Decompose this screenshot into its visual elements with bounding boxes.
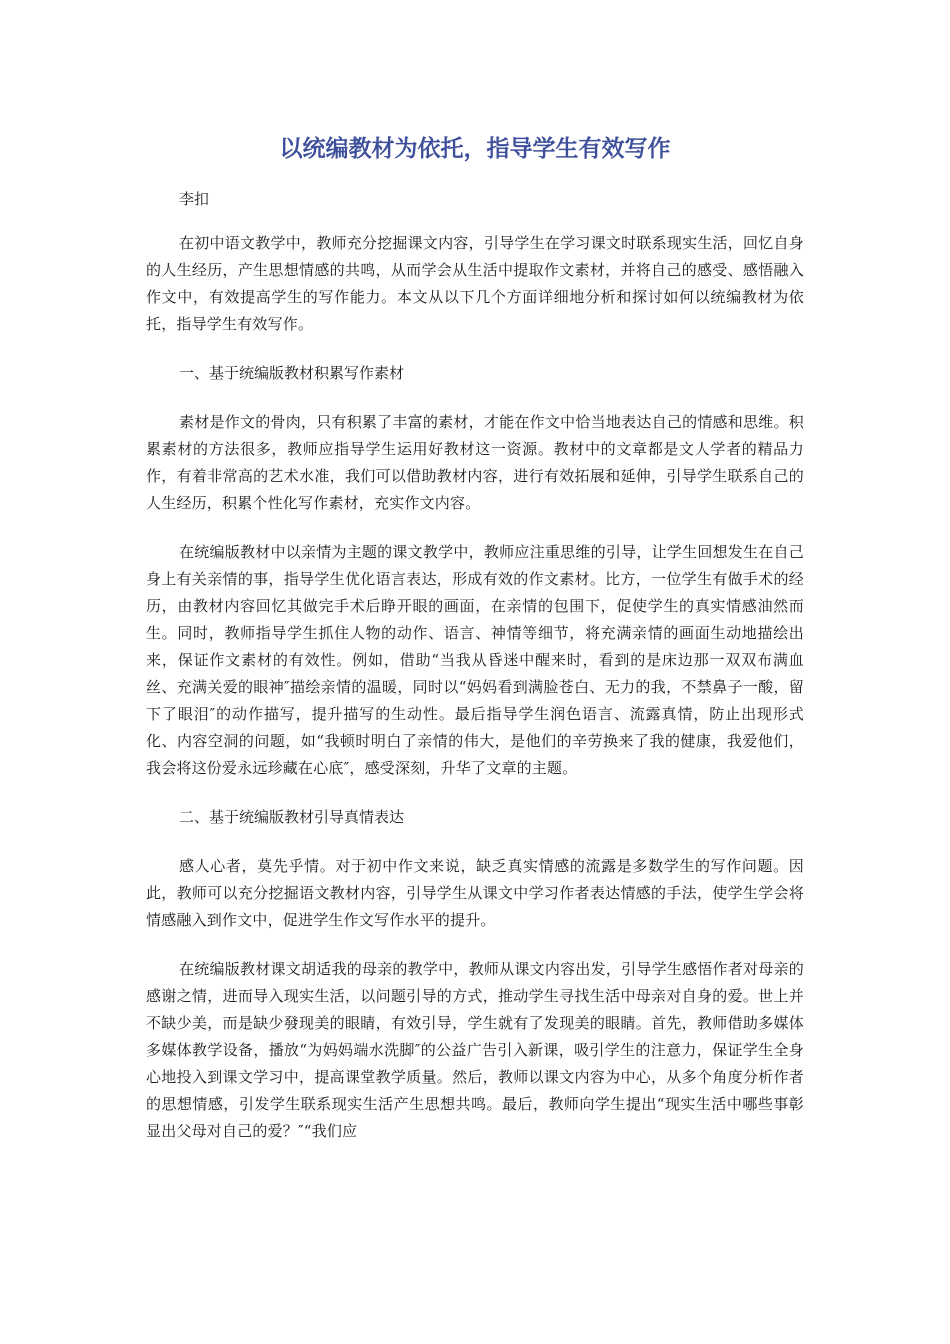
article-body xyxy=(146,230,804,1167)
paragraph-materials: 素材是作文的骨肉，只有积累了丰富的素材，才能在作文中恰当地表达自己的情感和思维。积累素材的方法很多，教师应指导学生运用好教材这一资源。教材中的文章都是文人学者的精品力作，有着非常高的艺术水准，我们可以借助教材内容，进行有效拓展和延伸，引导学生联系自己的人生经历，积累个性化写作素材，充实作文内容。 xyxy=(146,413,804,512)
paragraph-my-mother: 在统编版教材课文胡适我的母亲的教学中，教师从课文内容出发，引导学生感悟作者对母亲的感谢之情，进而导入现实生活，以问题引导的方式，推动学生寻找生活中母亲对自身的爱。世上并不缺少美，而是缺少發现美的眼睛，有效引导，学生就有了发现美的眼睛。首先，教师借助多媒体多媒体教学设备，播放“为妈妈端水洗脚″的公益广告引入新课，吸引学生的注意力，保证学生全身心地投入到课文学习中，提高课堂教学质量。然后，教师以课文内容为中心，从多个角度分析作者的思想情感，引发学生联系现实生活产生思想共鸣。最后，教师向学生提出“现实生活中哪些事彰显出父母对自己的爱？″“我们应 xyxy=(146,960,804,1140)
section-heading-1: 一、基于统编版教材积累写作素材 xyxy=(179,364,405,382)
author-name: 李扣 xyxy=(179,190,210,208)
document-title: 以统编教材为依托，指导学生有效写作 xyxy=(279,136,671,162)
section-heading-2: 二、基于统编版教材引导真情表达 xyxy=(179,808,405,826)
paragraph-true-emotion: 感人心者，莫先乎情。对于初中作文来说，缺乏真实情感的流露是多数学生的写作问题。因此，教师可以充分挖掘语文教材内容，引导学生从课文中学习作者表达情感的手法，使学生学会将情感融入到作文中，促进学生作文写作水平的提升。 xyxy=(146,857,804,929)
paragraph-family-theme: 在统编版教材中以亲情为主题的课文教学中，教师应注重思维的引导，让学生回想发生在自己身上有关亲情的事，指导学生优化语言表达，形成有效的作文素材。比方，一位学生有做手术的经历，由教材内容回忆其做完手术后睁开眼的画面，在亲情的包围下，促使学生的真实情感油然而生。同时，教师指导学生抓住人物的动作、语言、神情等细节，将充满亲情的画面生动地描绘出来，保证作文素材的有效性。例如，借助“当我从昏迷中醒来时，看到的是床边那一双双布满血丝、充满关爱的眼神″描绘亲情的温暖，同时以“妈妈看到满脸苍白、无力的我，不禁鼻子一酸，留下了眼泪″的动作描写，提升描写的生动性。最后指导学生润色语言、流露真情，防止出现形式化、内容空洞的问题，如“我顿时明白了亲情的伟大，是他们的辛劳换来了我的健康，我爱他们，我会将这份爱永远珍藏在心底″，感受深刻，升华了文章的主题。 xyxy=(146,543,804,777)
paragraph-intro: 在初中语文教学中，教师充分挖掘课文内容，引导学生在学习课文时联系现实生活，回忆自身的人生经历，产生思想情感的共鸣，从而学会从生活中提取作文素材，并将自己的感受、感悟融入作文中，有效提高学生的写作能力。本文从以下几个方面详细地分析和探讨如何以统编教材为依托，指导学生有效写作。 xyxy=(146,234,804,333)
